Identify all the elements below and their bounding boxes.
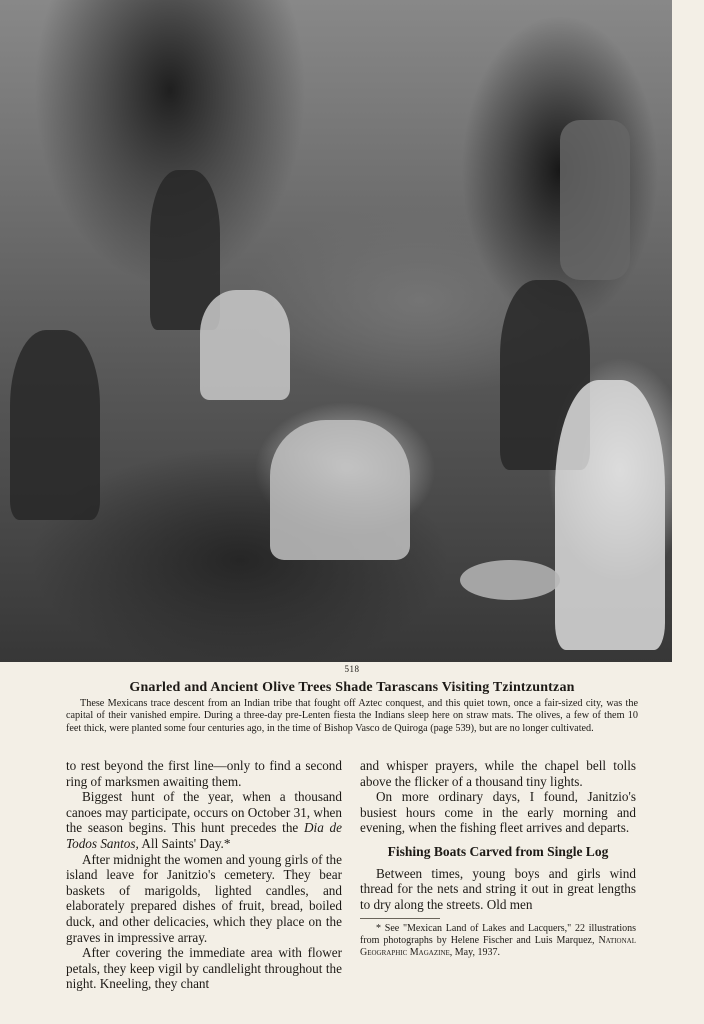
paragraph-text: All Saints' Day.* (138, 835, 231, 851)
page-number: 518 (344, 664, 360, 674)
caption-title: Gnarled and Ancient Olive Trees Shade Tarascans Visiting Tzintzuntzan (129, 680, 575, 695)
photo-figure (200, 290, 290, 400)
caption-text: These Mexicans trace descent from an Indian tribe that fought off Aztec conquest, and this quiet town, once a fair-sized city, was the capital of their vanished empire. During a three-day pre-Lenten fiesta the Indians sleep here on straw mats. The olives, a few of them 10 feet thick, were planted some four centuries ago, in the time of Bishop Vasco de Quiroga (page 539), but are no longer cultivated. (66, 698, 638, 734)
paragraph: After midnight the women and young girls of the island leave for Janitzio's cemetery. They bear baskets of marigolds, lighted candles, and elaborately prepared dishes of fruit, bread, boiled duck, and other delicacies, which they place on the graves in impressive array. (66, 851, 342, 945)
photo-figure (555, 380, 665, 650)
right-column (360, 758, 636, 959)
footnote-text: * See "Mexican Land of Lakes and Lacquers," 22 illustrations from photographs by Helene Fischer and Luis Marquez, (360, 923, 636, 947)
paragraph: to rest beyond the first line—only to find a second ring of marksmen awaiting them. (66, 758, 342, 789)
paragraph: After covering the immediate area with flower petals, they keep vigil by candlelight throughout the night. Kneeling, they chant (66, 945, 342, 992)
left-column (66, 758, 342, 992)
section-subheading: Fishing Boats Carved from Single Log (387, 843, 609, 859)
photo-figure (460, 560, 560, 600)
paragraph: and whisper prayers, while the chapel bell tolls above the flicker of a thousand tiny lights. (360, 758, 636, 789)
paragraph: On more ordinary days, I found, Janitzio's busiest hours come in the early morning and evening, when the fishing fleet arrives and departs. (360, 789, 636, 836)
photo-figure (10, 330, 100, 520)
paragraph (66, 789, 342, 851)
footnote (360, 923, 636, 959)
photo-figure (270, 420, 410, 560)
footnote-divider (360, 918, 440, 919)
paragraph: Between times, young boys and girls wind thread for the nets and string it out in great lengths to dry along the streets. Old men (360, 865, 636, 912)
footnote-text: , May, 1937. (449, 947, 500, 959)
italic-phrase: Dia de Todos Santos, (66, 820, 342, 851)
paragraph-text: Biggest hunt of the year, when a thousand canoes may participate, occurs on October 31, when the season begins. This hunt precedes the (66, 789, 342, 836)
photo-figure (560, 120, 630, 280)
footnote-magazine: National Geographic Magazine (360, 935, 636, 959)
